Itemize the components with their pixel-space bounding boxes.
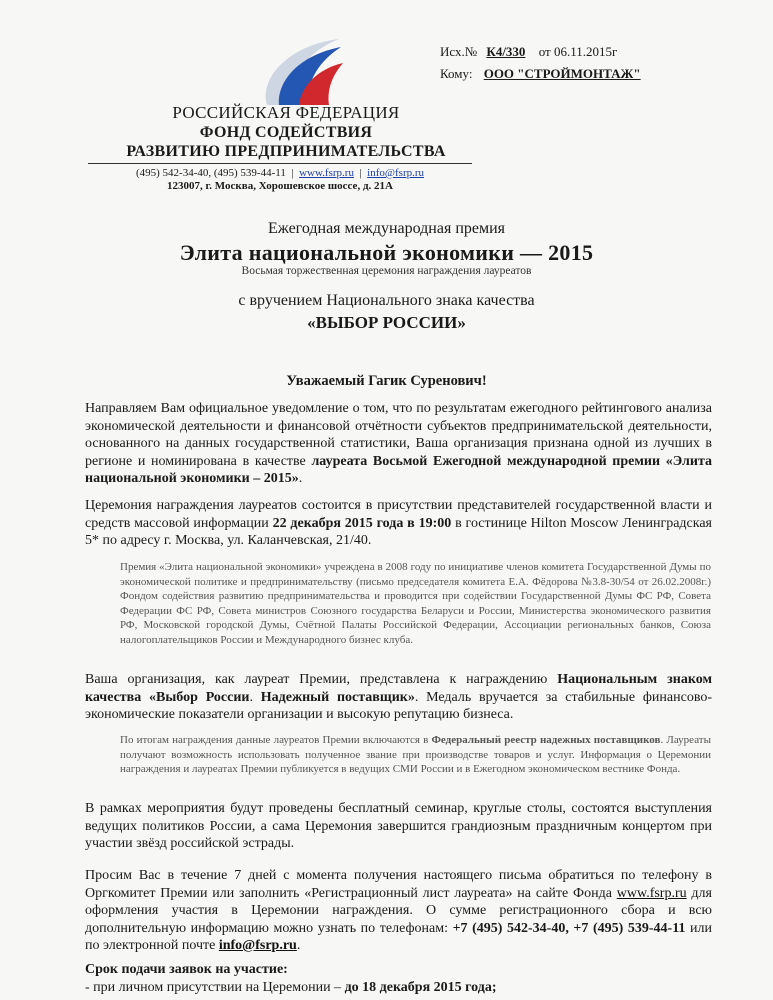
note-registry — [120, 733, 711, 777]
p2-end: в гостинице Hilton Moscow Ленинградская 5* по адресу г. Москва, ул. Каланчевская, 21/40. — [85, 515, 712, 548]
org-contacts: (495) 542-34-40, (495) 539-44-11 | www.fsrp.ru | info@fsrp.ru — [135, 167, 425, 179]
quality-sign-line: с вручением Национального знака качества — [238, 292, 535, 309]
recipient-name: ООО "СТРОЙМОНТАЖ" — [483, 66, 641, 81]
paragraph-ceremony — [85, 497, 712, 550]
fund-site-link[interactable]: www.fsrp.ru — [616, 885, 687, 901]
award-title: Элита национальной экономики — 2015 — [179, 240, 594, 265]
paragraph-quality-sign — [85, 671, 712, 724]
paragraph-program: В рамках мероприятия будут проведены бесплатный семинар, круглые столы, состоятся выступления ведущих политиков России, а сама Церемония завершится грандиозным праздничным концертом при участии звёзд российской эстрады. — [85, 801, 712, 851]
p3-text: Ваша организация, как лауреат Премии, представлена к награждению — [85, 672, 558, 687]
paragraph-nomination — [85, 400, 712, 488]
p5-text-3: или по электронной почте — [85, 920, 712, 953]
ref-label: Исх.№ — [440, 44, 478, 59]
fund-logo — [249, 33, 344, 108]
header-divider — [88, 163, 472, 164]
outgoing-ref — [440, 41, 641, 85]
note2-bold: Федеральный реестр надежных поставщиков — [431, 734, 661, 746]
org-country: РОССИЙСКАЯ ФЕДЕРАЦИЯ — [172, 103, 400, 122]
ref-date: от 06.11.2015г — [538, 44, 618, 59]
p2-text: Церемония награждения лауреатов состоится в присутствии представителей государственной власти и средств массовой информации — [85, 498, 712, 531]
org-header — [100, 103, 472, 161]
p1-bold: лауреата Восьмой Ежегодной международной премии «Элита национальной экономики – 2015» — [85, 453, 712, 486]
org-name-line1: ФОНД СОДЕЙСТВИЯ — [199, 124, 373, 141]
org-email-link[interactable]: info@fsrp.ru — [367, 167, 425, 179]
recipient-label: Кому: — [440, 66, 473, 81]
note-about-award: Премия «Элита национальной экономики» учреждена в 2008 году по инициативе членов комитета Государственной Думы по экономической политике и предпринимательству (письмо председателя комитета Е.А. Фёдорова №3.8-30/54 от 26.02.2008г.) Фондом содействия развитию предпринимательства и проводится при содействии Государственной Думы ФС РФ, Совета Федерации ФС РФ, Совета министров Союзного государства Беларуси и России, Министерства экономического развития РФ, Московской городской Думы, Счётной Палаты Российской Федерации, Ассоциации региональных банков, Союза налогоплательщиков России и Международного бизнес клуба. — [120, 561, 711, 646]
p5-text: Просим Вас в течение 7 дней с момента получения настоящего письма обратиться по телефону в Оргкомитет Премии или заполнить «Регистрационный лист лауреата» на сайте Фонда — [85, 868, 712, 901]
award-subtitle: Ежегодная международная премия — [267, 220, 506, 237]
p3-bold-2: Надежный поставщик» — [260, 689, 415, 705]
deadline-title: Срок подачи заявок на участие: — [85, 962, 288, 977]
p1-end: . — [298, 471, 303, 486]
deadline-item — [85, 980, 497, 996]
greeting: Уважаемый Гагик Суренович! — [286, 373, 487, 389]
org-address: 123007, г. Москва, Хорошевское шоссе, д. 21А — [167, 180, 393, 192]
ceremony-date: 22 декабря 2015 года в 19:00 — [272, 515, 452, 531]
p5-text-2: для оформления участия в Церемонии награждения. О сумме регистрационного сбора и всю дополнительную информацию можно узнать по телефонам: — [85, 885, 712, 936]
contact-email-link[interactable]: info@fsrp.ru — [218, 938, 297, 953]
p5-end: . — [296, 938, 301, 953]
deadline-item-text: - при личном присутствии на Церемонии – — [85, 980, 345, 995]
org-phones: (495) 542-34-40, (495) 539-44-11 — [135, 167, 286, 179]
paragraph-registration — [85, 867, 712, 955]
p3-bold-1: Национальным знаком качества «Выбор России — [85, 672, 712, 705]
p3-sep: . — [249, 689, 261, 705]
org-name-line2: РАЗВИТИЮ ПРЕДПРИНИМАТЕЛЬСТВА — [126, 143, 446, 160]
ceremony-caption: Восьмая торжественная церемония награждения лауреатов — [241, 265, 532, 277]
note2-end: . Лауреаты получают возможность использовать полученное звание при производстве товаров и услуг. Информация о Церемонии награждения и лауреатах Премии публикуется в ведущих СМИ России и в Ежегодном экономическом вестнике Фонда. — [120, 734, 711, 775]
contact-phones: +7 (495) 542-34-40, +7 (495) 539-44-11 — [452, 920, 686, 936]
p1-text: Направляем Вам официальное уведомление о том, что по результатам ежегодного рейтингового анализа экономической деятельности и финансовой отчётности субъектов предпринимательской деятельности, основанного на данных государственной статистики, Ваша организация признана одной из лучших в регионе и номинирована в качестве — [85, 401, 712, 469]
p3-end: . Медаль вручается за стабильные финансово-экономические показатели организации и высокую репутацию бизнеса. — [85, 689, 713, 722]
org-site-link[interactable]: www.fsrp.ru — [299, 167, 354, 179]
note2-text: По итогам награждения данные лауреатов Премии включаются в — [120, 734, 432, 746]
ref-number: К4/330 — [486, 44, 526, 59]
deadline-item-date: до 18 декабря 2015 года; — [344, 980, 497, 995]
quality-sign-name: «ВЫБОР РОССИИ» — [307, 313, 466, 332]
